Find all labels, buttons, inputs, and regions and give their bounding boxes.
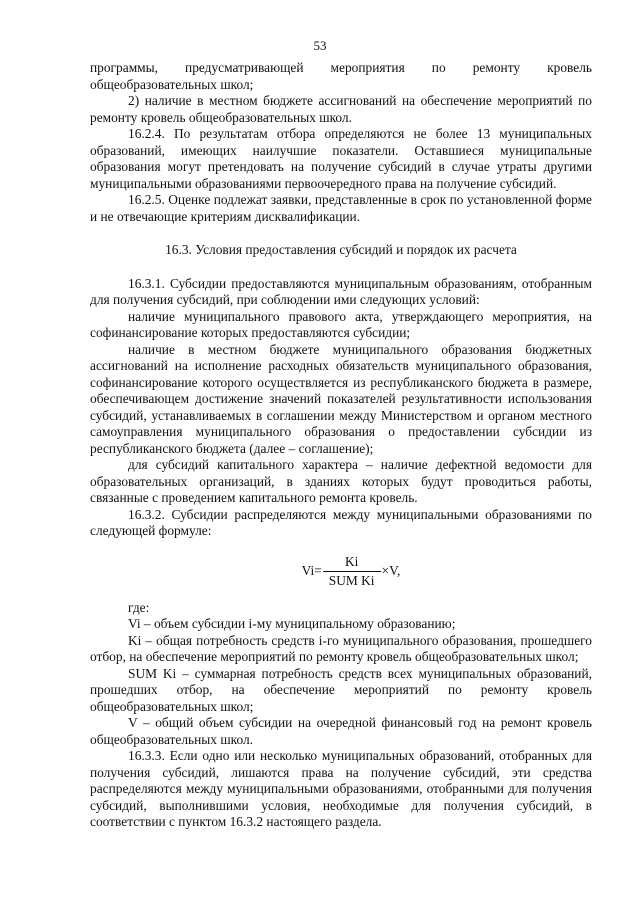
formula-denominator: SUM Ki bbox=[323, 571, 381, 590]
definition: V – общий объем субсидии на очередной финансовый год на ремонт кровель общеобразовательных школ. bbox=[90, 715, 592, 747]
formula-rhs: ×V, bbox=[381, 563, 401, 579]
definition: Vi – объем субсидии i-му муниципальному образованию; bbox=[128, 616, 456, 631]
paragraph: 16.2.4. По результатам отбора определяются не более 13 муниципальных образований, имеющих наилучшие показатели. Оставшиеся муниципальные образования могут претендовать на получение субсидий в случае утраты другими муниципальными образованиями первоочередного права на получение субсидий. bbox=[90, 126, 592, 191]
formula-fraction bbox=[323, 554, 381, 590]
formula bbox=[90, 554, 592, 590]
paragraph: наличие муниципального правового акта, утверждающего мероприятия, на софинансирование которых предоставляются субсидии; bbox=[90, 308, 592, 340]
definition: Ki – общая потребность средств i-го муниципального образования, прошедшего отбор, на обеспечение мероприятий по ремонту кровель общеобразовательных школ; bbox=[90, 632, 592, 664]
page-number: 53 bbox=[313, 38, 327, 53]
paragraph: 16.2.5. Оценке подлежат заявки, представленные в срок по установленной форме и не отвечающие критериям дисквалификации. bbox=[90, 192, 592, 224]
paragraph: 16.3.1. Субсидии предоставляются муниципальным образованиям, отобранным для получения субсидий, при соблюдении ими следующих условий: bbox=[90, 275, 592, 307]
formula-numerator: Ki bbox=[344, 553, 359, 569]
definition: SUM Ki – суммарная потребность средств всех муниципальных образований, прошедших отбор, на обеспечение мероприятий по ремонту кровель общеобразовательных школ; bbox=[90, 665, 592, 714]
paragraph: 16.3.2. Субсидии распределяются между муниципальными образованиями по следующей формуле: bbox=[90, 506, 592, 538]
where-label: где: bbox=[128, 599, 150, 615]
paragraph: наличие в местном бюджете муниципального образования бюджетных ассигнований на исполнение расходных обязательств муниципального образования, софинансирование которого осуществляется из республиканского бюджета в размере, обеспечивающем достижение значений показателей результативности использования субсидий, устанавливаемых в соглашении между Министерством и органом местного самоуправления муниципального образования о предоставлении субсидии из республиканского бюджета (далее – соглашение); bbox=[90, 341, 592, 456]
paragraph: программы, предусматривающей мероприятия по ремонту кровель общеобразовательных школ; bbox=[90, 60, 592, 92]
section-heading: 16.3. Условия предоставления субсидий и порядок их расчета bbox=[165, 242, 517, 257]
document-body bbox=[90, 60, 592, 831]
paragraph: 2) наличие в местном бюджете ассигнований на обеспечение мероприятий по ремонту кровель общеобразовательных школ. bbox=[90, 93, 592, 125]
paragraph: 16.3.3. Если одно или несколько муниципальных образований, отобранных для получения субсидий, лишаются права на получение субсидий, эти средства распределяются между муниципальными образованиями, отобранными для получения субсидий, выполнившими условия, необходимые для получения субсидий, в соответствии с пунктом 16.3.2 настоящего раздела. bbox=[90, 748, 592, 829]
paragraph: для субсидий капитального характера – наличие дефектной ведомости для образовательных организаций, в зданиях которых будут проводиться работы, связанные с проведением капитального ремонта кровель. bbox=[90, 457, 592, 505]
formula-lhs: Vi= bbox=[301, 563, 322, 579]
